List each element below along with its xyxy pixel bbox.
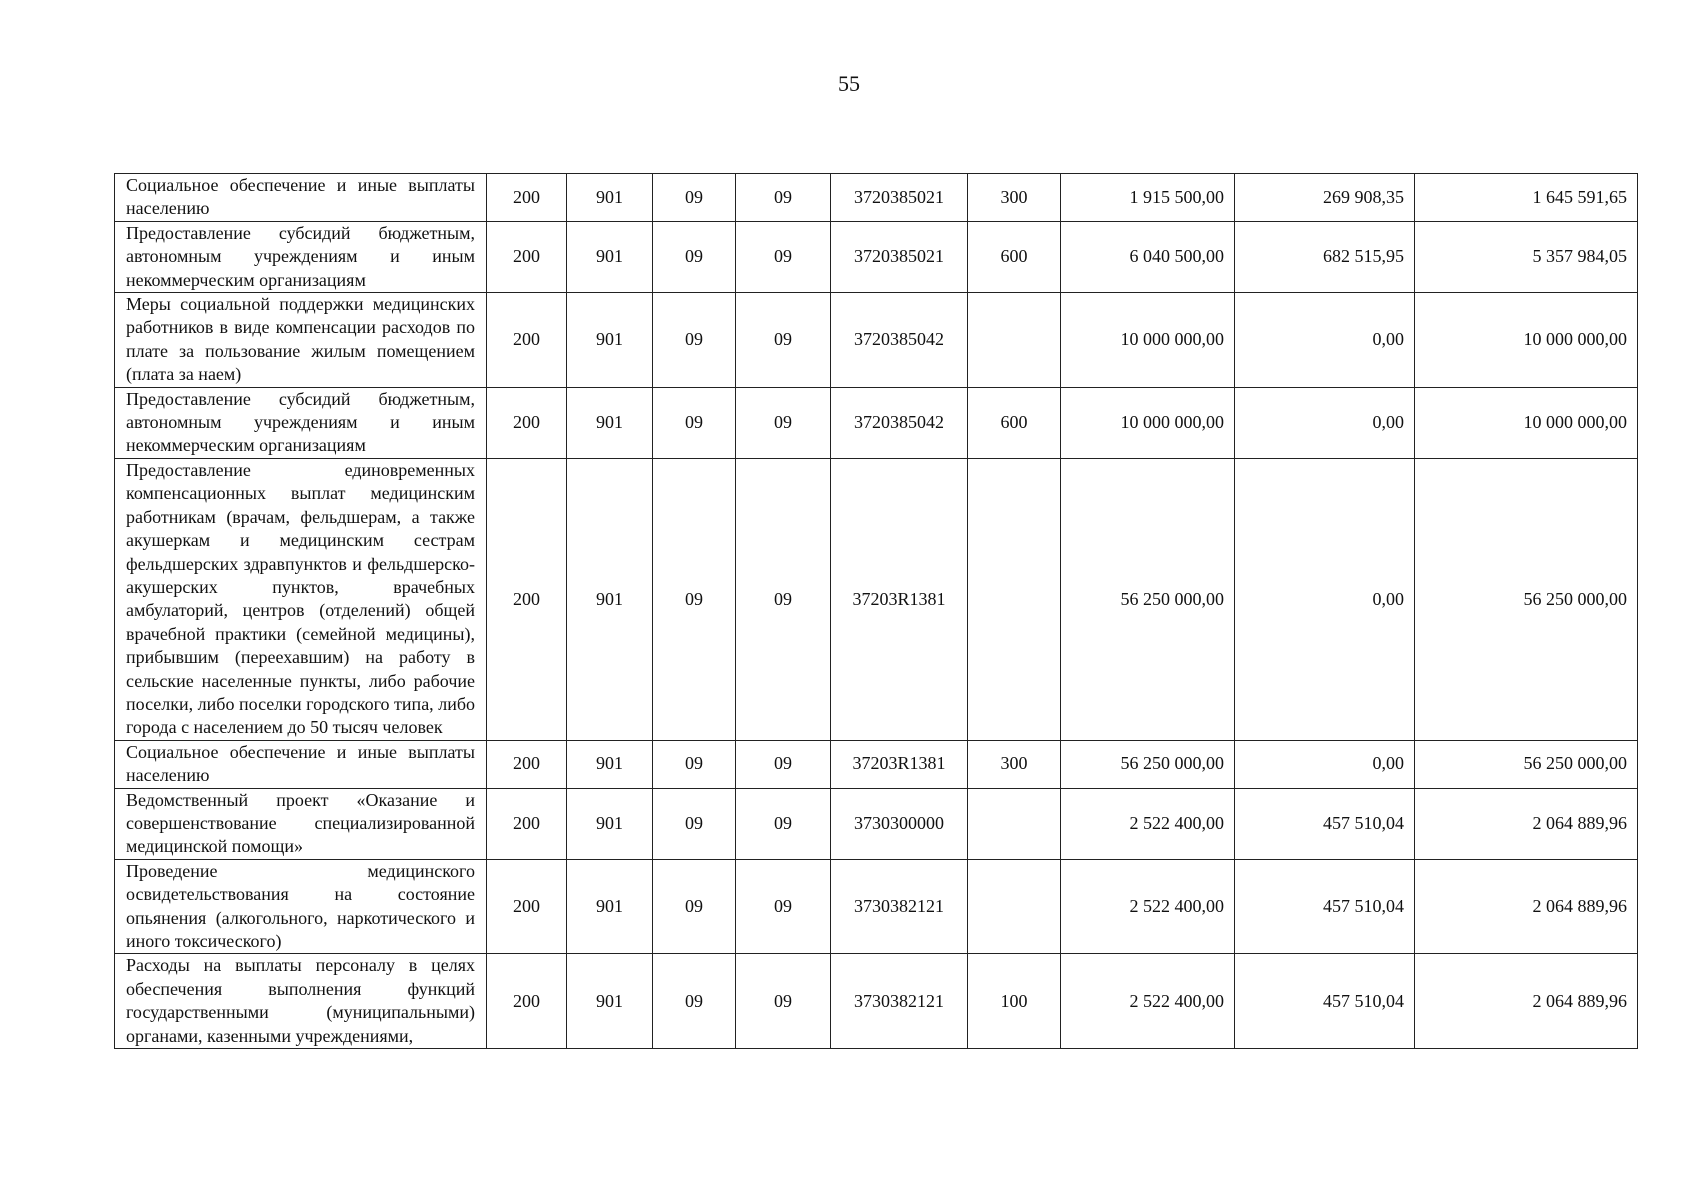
row-description-cell: [115, 859, 487, 954]
row-target-code: 3720385042: [831, 293, 968, 388]
table-row: [115, 954, 1638, 1049]
row-description: Предоставление субсидий бюджетным, автономным учреждениям и иным некоммерческим организациям: [126, 222, 475, 290]
row-value-2: 457 510,04: [1235, 788, 1415, 859]
table-row: [115, 740, 1638, 788]
row-code-4: 09: [736, 174, 831, 222]
row-code-2: 901: [567, 174, 653, 222]
table-row: [115, 174, 1638, 222]
row-value-1: 1 915 500,00: [1061, 174, 1235, 222]
row-value-3: 1 645 591,65: [1415, 174, 1638, 222]
table-row: [115, 458, 1638, 740]
row-target-code: 37203R1381: [831, 458, 968, 740]
row-value-3: 56 250 000,00: [1415, 458, 1638, 740]
row-description-cell: [115, 788, 487, 859]
row-description-cell: [115, 174, 487, 222]
budget-table: [114, 173, 1638, 1049]
row-value-3: 2 064 889,96: [1415, 788, 1638, 859]
row-description: Проведение медицинского освидетельствования на состояние опьянения (алкогольного, наркотического и иного токсического): [126, 860, 475, 951]
row-value-1: 10 000 000,00: [1061, 293, 1235, 388]
row-target-code: 37203R1381: [831, 740, 968, 788]
row-value-2: 0,00: [1235, 458, 1415, 740]
row-value-3: 2 064 889,96: [1415, 859, 1638, 954]
row-value-2: 682 515,95: [1235, 221, 1415, 292]
row-value-2: 457 510,04: [1235, 859, 1415, 954]
row-description: Социальное обеспечение и иные выплаты населению: [126, 741, 475, 786]
table-row: [115, 221, 1638, 292]
row-description-cell: [115, 458, 487, 740]
row-target-code: 3730382121: [831, 954, 968, 1049]
row-code-2: 901: [567, 293, 653, 388]
row-code-3: 09: [653, 788, 736, 859]
row-code-3: 09: [653, 174, 736, 222]
row-value-1: 2 522 400,00: [1061, 954, 1235, 1049]
row-code-3: 09: [653, 293, 736, 388]
row-code-4: 09: [736, 458, 831, 740]
row-code-4: 09: [736, 788, 831, 859]
table-row: [115, 859, 1638, 954]
row-code-4: 09: [736, 859, 831, 954]
row-expense-type: 600: [968, 221, 1061, 292]
row-code-4: 09: [736, 954, 831, 1049]
row-value-2: 457 510,04: [1235, 954, 1415, 1049]
row-description-cell: [115, 740, 487, 788]
row-value-1: 56 250 000,00: [1061, 740, 1235, 788]
row-target-code: 3720385021: [831, 221, 968, 292]
table-row: [115, 293, 1638, 388]
row-value-3: 2 064 889,96: [1415, 954, 1638, 1049]
row-description: Предоставление субсидий бюджетным, автономным учреждениям и иным некоммерческим организациям: [126, 388, 475, 456]
row-code-2: 901: [567, 859, 653, 954]
row-expense-type: [968, 458, 1061, 740]
row-description-cell: [115, 954, 487, 1049]
row-code-3: 09: [653, 221, 736, 292]
row-value-3: 56 250 000,00: [1415, 740, 1638, 788]
row-code-4: 09: [736, 740, 831, 788]
row-value-1: 2 522 400,00: [1061, 788, 1235, 859]
row-code-1: 200: [487, 293, 567, 388]
row-value-3: 5 357 984,05: [1415, 221, 1638, 292]
row-value-1: 6 040 500,00: [1061, 221, 1235, 292]
page-number: 55: [838, 71, 860, 96]
row-target-code: 3720385021: [831, 174, 968, 222]
table-row: [115, 387, 1638, 458]
row-code-4: 09: [736, 387, 831, 458]
row-value-1: 10 000 000,00: [1061, 387, 1235, 458]
row-code-2: 901: [567, 221, 653, 292]
row-code-1: 200: [487, 221, 567, 292]
row-description-cell: [115, 293, 487, 388]
row-description-cell: [115, 387, 487, 458]
row-expense-type: [968, 859, 1061, 954]
row-code-1: 200: [487, 458, 567, 740]
row-code-2: 901: [567, 458, 653, 740]
row-expense-type: [968, 788, 1061, 859]
row-value-2: 0,00: [1235, 293, 1415, 388]
table-row: [115, 788, 1638, 859]
row-code-4: 09: [736, 221, 831, 292]
row-value-2: 269 908,35: [1235, 174, 1415, 222]
row-description: Ведомственный проект «Оказание и совершенствование специализированной медицинской помощи»: [126, 789, 475, 857]
row-code-1: 200: [487, 788, 567, 859]
row-value-2: 0,00: [1235, 740, 1415, 788]
row-description: Расходы на выплаты персоналу в целях обеспечения выполнения функций государственными (муниципальными) органами, казенными учреждениями,: [126, 955, 475, 1046]
row-value-2: 0,00: [1235, 387, 1415, 458]
row-expense-type: 100: [968, 954, 1061, 1049]
row-code-2: 901: [567, 387, 653, 458]
row-value-1: 2 522 400,00: [1061, 859, 1235, 954]
row-code-3: 09: [653, 954, 736, 1049]
row-description-cell: [115, 221, 487, 292]
row-expense-type: 600: [968, 387, 1061, 458]
row-code-3: 09: [653, 859, 736, 954]
row-expense-type: 300: [968, 174, 1061, 222]
row-code-3: 09: [653, 740, 736, 788]
table-body: [115, 174, 1638, 1049]
row-code-2: 901: [567, 788, 653, 859]
row-code-1: 200: [487, 387, 567, 458]
row-code-1: 200: [487, 859, 567, 954]
row-description: Предоставление единовременных компенсационных выплат медицинским работникам (врачам, фельдшерам, а также акушеркам и медицинским сестрам фельдшерских здравпунктов и фельдшерско-акушерских пунктов, врачебных амбулаторий, центров (отделений) общей врачебной практики (семейной медицины), прибывшим (переехавшим) на работу в сельские населенные пункты, либо рабочие поселки, либо поселки городского типа, либо города с населением до 50 тысяч человек: [126, 459, 475, 738]
row-value-3: 10 000 000,00: [1415, 387, 1638, 458]
row-value-3: 10 000 000,00: [1415, 293, 1638, 388]
row-target-code: 3730300000: [831, 788, 968, 859]
row-value-1: 56 250 000,00: [1061, 458, 1235, 740]
row-expense-type: 300: [968, 740, 1061, 788]
row-expense-type: [968, 293, 1061, 388]
row-description: Меры социальной поддержки медицинских работников в виде компенсации расходов по плате за пользование жилым помещением (плата за наем): [126, 294, 475, 385]
row-target-code: 3730382121: [831, 859, 968, 954]
row-description: Социальное обеспечение и иные выплаты населению: [126, 175, 475, 219]
row-code-3: 09: [653, 458, 736, 740]
row-code-2: 901: [567, 740, 653, 788]
row-target-code: 3720385042: [831, 387, 968, 458]
row-code-1: 200: [487, 740, 567, 788]
row-code-4: 09: [736, 293, 831, 388]
row-code-1: 200: [487, 954, 567, 1049]
row-code-2: 901: [567, 954, 653, 1049]
row-code-3: 09: [653, 387, 736, 458]
row-code-1: 200: [487, 174, 567, 222]
